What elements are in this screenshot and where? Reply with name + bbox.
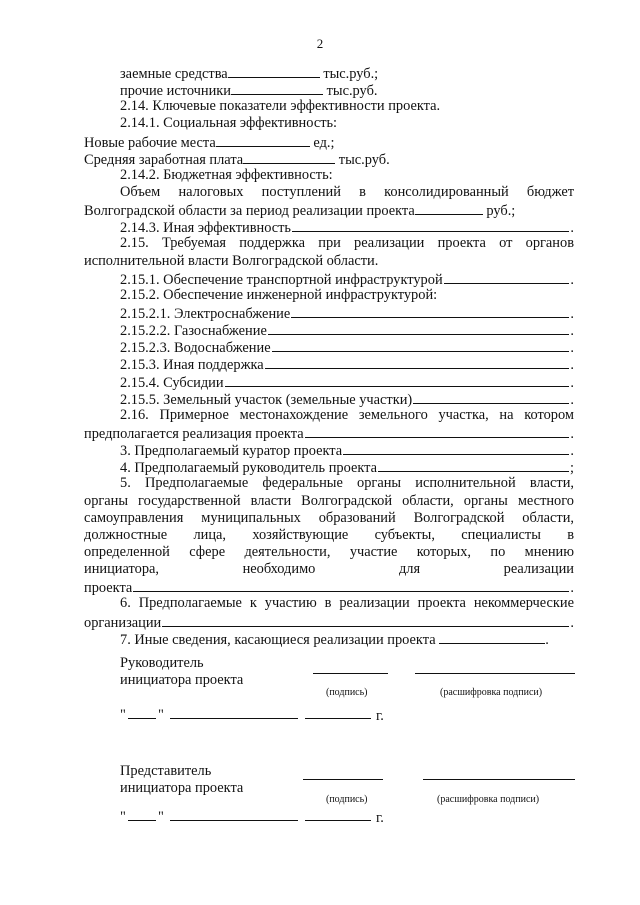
text-line: организации . xyxy=(84,614,574,630)
text-line: 2.14.3. Иная эффективность . xyxy=(120,220,574,236)
date-quote-open: " xyxy=(120,707,126,723)
date-year-line xyxy=(305,820,371,821)
text-line: 6. Предполагаемые к участию в реализации проекта некоммерческие xyxy=(120,595,574,612)
section-heading: 2.14.1. Социальная эффективность: xyxy=(120,115,338,132)
text-line: определенной сфере деятельности, участие которых, по мнению xyxy=(84,543,574,560)
date-quote-open: " xyxy=(120,809,126,825)
date-month-line xyxy=(170,820,298,821)
signature-line xyxy=(303,779,383,780)
text-line: 2.15.2.1. Электроснабжение . xyxy=(120,305,574,322)
text-line: 7. Иные сведения, касающиеся реализации проекта . xyxy=(120,631,549,647)
signature-caption: (подпись) xyxy=(326,687,368,698)
document-body xyxy=(84,64,574,647)
text-line: 2.16. Примерное местонахождение земельного участка, на котором xyxy=(120,406,574,423)
text-line: 2.15.3. Иная поддержка . xyxy=(120,357,574,373)
page-number: 2 xyxy=(316,36,324,51)
text-line: Средняя заработная плата тыс.руб. xyxy=(84,151,390,167)
text-line: должностные лица, хозяйствующие субъекты, специалисты в xyxy=(84,526,574,543)
date-day-line xyxy=(128,820,156,821)
text-line: 2.15.2.3. Водоснабжение . xyxy=(120,340,574,356)
decode-line xyxy=(423,779,575,780)
text-line: 5. Предполагаемые федеральные органы исполнительной власти, xyxy=(120,475,574,492)
text-line: 2.15.2.2. Газоснабжение . xyxy=(120,323,574,339)
text-line: 3. Предполагаемый куратор проекта . xyxy=(120,443,574,459)
text-line: заемные средства тыс.руб.; xyxy=(120,66,379,82)
text-line: предполагается реализация проекта . xyxy=(84,425,574,442)
text-line: Объем налоговых поступлений в консолидированный бюджет xyxy=(120,183,574,200)
text-line: проекта . xyxy=(84,580,574,596)
decode-line xyxy=(415,673,575,674)
text-line: Волгоградской области за период реализации проекта руб.; xyxy=(84,203,516,219)
signature-role: инициатора проекта xyxy=(120,780,244,796)
text-line: 2.15.1. Обеспечение транспортной инфраструктурой . xyxy=(120,271,574,287)
date-month-line xyxy=(170,718,298,719)
section-heading: 2.14. Ключевые показатели эффективности проекта. xyxy=(120,98,441,115)
date-quote-close: " xyxy=(158,809,164,825)
text-line: Новые рабочие места ед.; xyxy=(84,134,335,150)
date-year-line xyxy=(305,718,371,719)
year-suffix: г. xyxy=(376,708,384,724)
text-line: исполнительной власти Волгоградской области. xyxy=(84,252,379,269)
signature-role: инициатора проекта xyxy=(120,672,244,688)
text-line: самоуправления муниципальных образований Волгоградской области, xyxy=(84,509,574,526)
signature-line xyxy=(313,673,388,674)
text-line: инициатора, необходимо для реализации xyxy=(84,561,574,578)
text-line: органы государственной власти Волгоградской области, органы местного xyxy=(84,492,574,509)
signature-caption: (подпись) xyxy=(326,794,368,805)
decode-caption: (расшифровка подписи) xyxy=(440,687,543,698)
text-line: 2.15.2. Обеспечение инженерной инфраструктурой: xyxy=(120,286,438,303)
decode-caption: (расшифровка подписи) xyxy=(437,794,540,805)
text-line: 2.15.4. Субсидии . xyxy=(120,374,574,390)
signature-role: Руководитель xyxy=(120,655,204,671)
section-heading: 2.14.2. Бюджетная эффективность: xyxy=(120,166,333,183)
text-line: 4. Предполагаемый руководитель проекта ; xyxy=(120,460,574,476)
text-line: 2.15. Требуемая поддержка при реализации проекта от органов xyxy=(120,235,574,252)
date-day-line xyxy=(128,718,156,719)
year-suffix: г. xyxy=(376,810,384,826)
text-line: 2.15.5. Земельный участок (земельные участки) . xyxy=(120,391,574,407)
signature-role: Представитель xyxy=(120,763,212,779)
date-quote-close: " xyxy=(158,707,164,723)
text-line: прочие источники тыс.руб. xyxy=(120,83,378,99)
